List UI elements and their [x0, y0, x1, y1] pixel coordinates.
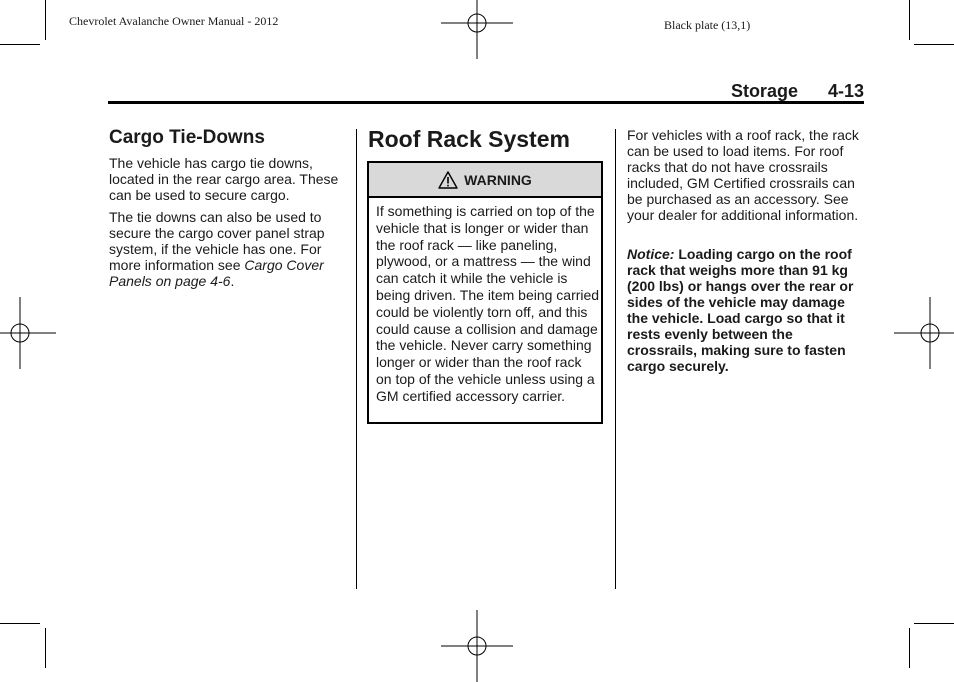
warning-header: [369, 163, 601, 198]
cargo-tie-downs-paragraph: The vehicle has cargo tie downs, located in the rear cargo area. These can be used to secure cargo.: [109, 155, 339, 203]
crop-mark: [909, 628, 910, 668]
header-rule: [108, 101, 864, 104]
notice-paragraph: [627, 246, 859, 374]
warning-box: [367, 161, 603, 424]
crop-mark: [914, 44, 954, 45]
page-number: 4-13: [827, 81, 864, 101]
paragraph-text: .: [230, 273, 235, 289]
crop-mark: [45, 628, 46, 668]
crosshair-registration-icon: [0, 297, 56, 369]
crop-mark: [0, 44, 40, 45]
crop-mark: [45, 0, 46, 40]
notice-label: Notice:: [627, 246, 675, 262]
column-divider: [356, 129, 357, 589]
section-title: Storage: [730, 81, 798, 101]
crop-mark: [914, 623, 954, 624]
warning-label: WARNING: [464, 171, 532, 188]
roof-rack-paragraph: For vehicles with a roof rack, the rack can be used to load items. For roof racks that do not have crossrails included, GM Certified crossrails can be purchased as an accessory. See your dealer for additional information.: [627, 127, 859, 223]
running-head-title: Chevrolet Avalanche Owner Manual - 2012: [69, 14, 279, 28]
running-head-plate: Black plate (13,1): [664, 18, 751, 32]
cargo-tie-downs-paragraph: [109, 209, 349, 289]
crop-mark: [0, 623, 40, 624]
cargo-tie-downs-heading: Cargo Tie-Downs: [109, 127, 265, 148]
warning-text: If something is carried on top of the vehicle that is longer or wider than the roof rack — like paneling, plywood, or a mattress — the wind can catch it while the vehicle is being driven. The item being carried could be violently torn off, and this could cause a collision and damage the vehicle. Never carry something longer or wider than the roof rack on top of the vehicle unless using a GM certified accessory carrier.: [376, 203, 600, 404]
warning-triangle-icon: [438, 171, 458, 189]
column-divider: [615, 129, 616, 589]
crosshair-registration-icon: [894, 297, 954, 369]
roof-rack-heading: Roof Rack System: [368, 126, 570, 152]
crop-mark: [909, 0, 910, 40]
crosshair-registration-icon: [441, 0, 513, 59]
crosshair-registration-icon: [441, 610, 513, 682]
paragraph-text: The tie downs can also be used to secure the cargo cover panel strap system, if the vehicle has one. For more information see: [109, 209, 325, 273]
section-header: [731, 81, 864, 102]
notice-text: Loading cargo on the roof rack that weighs more than 91 kg (200 lbs) or hangs over the rear or sides of the vehicle may damage the vehicle. Load cargo so that it rests evenly between the crossrails, making sure to fasten cargo securely.: [627, 246, 854, 374]
cross-reference-link[interactable]: Cargo Cover Panels on page 4-6: [109, 257, 324, 289]
